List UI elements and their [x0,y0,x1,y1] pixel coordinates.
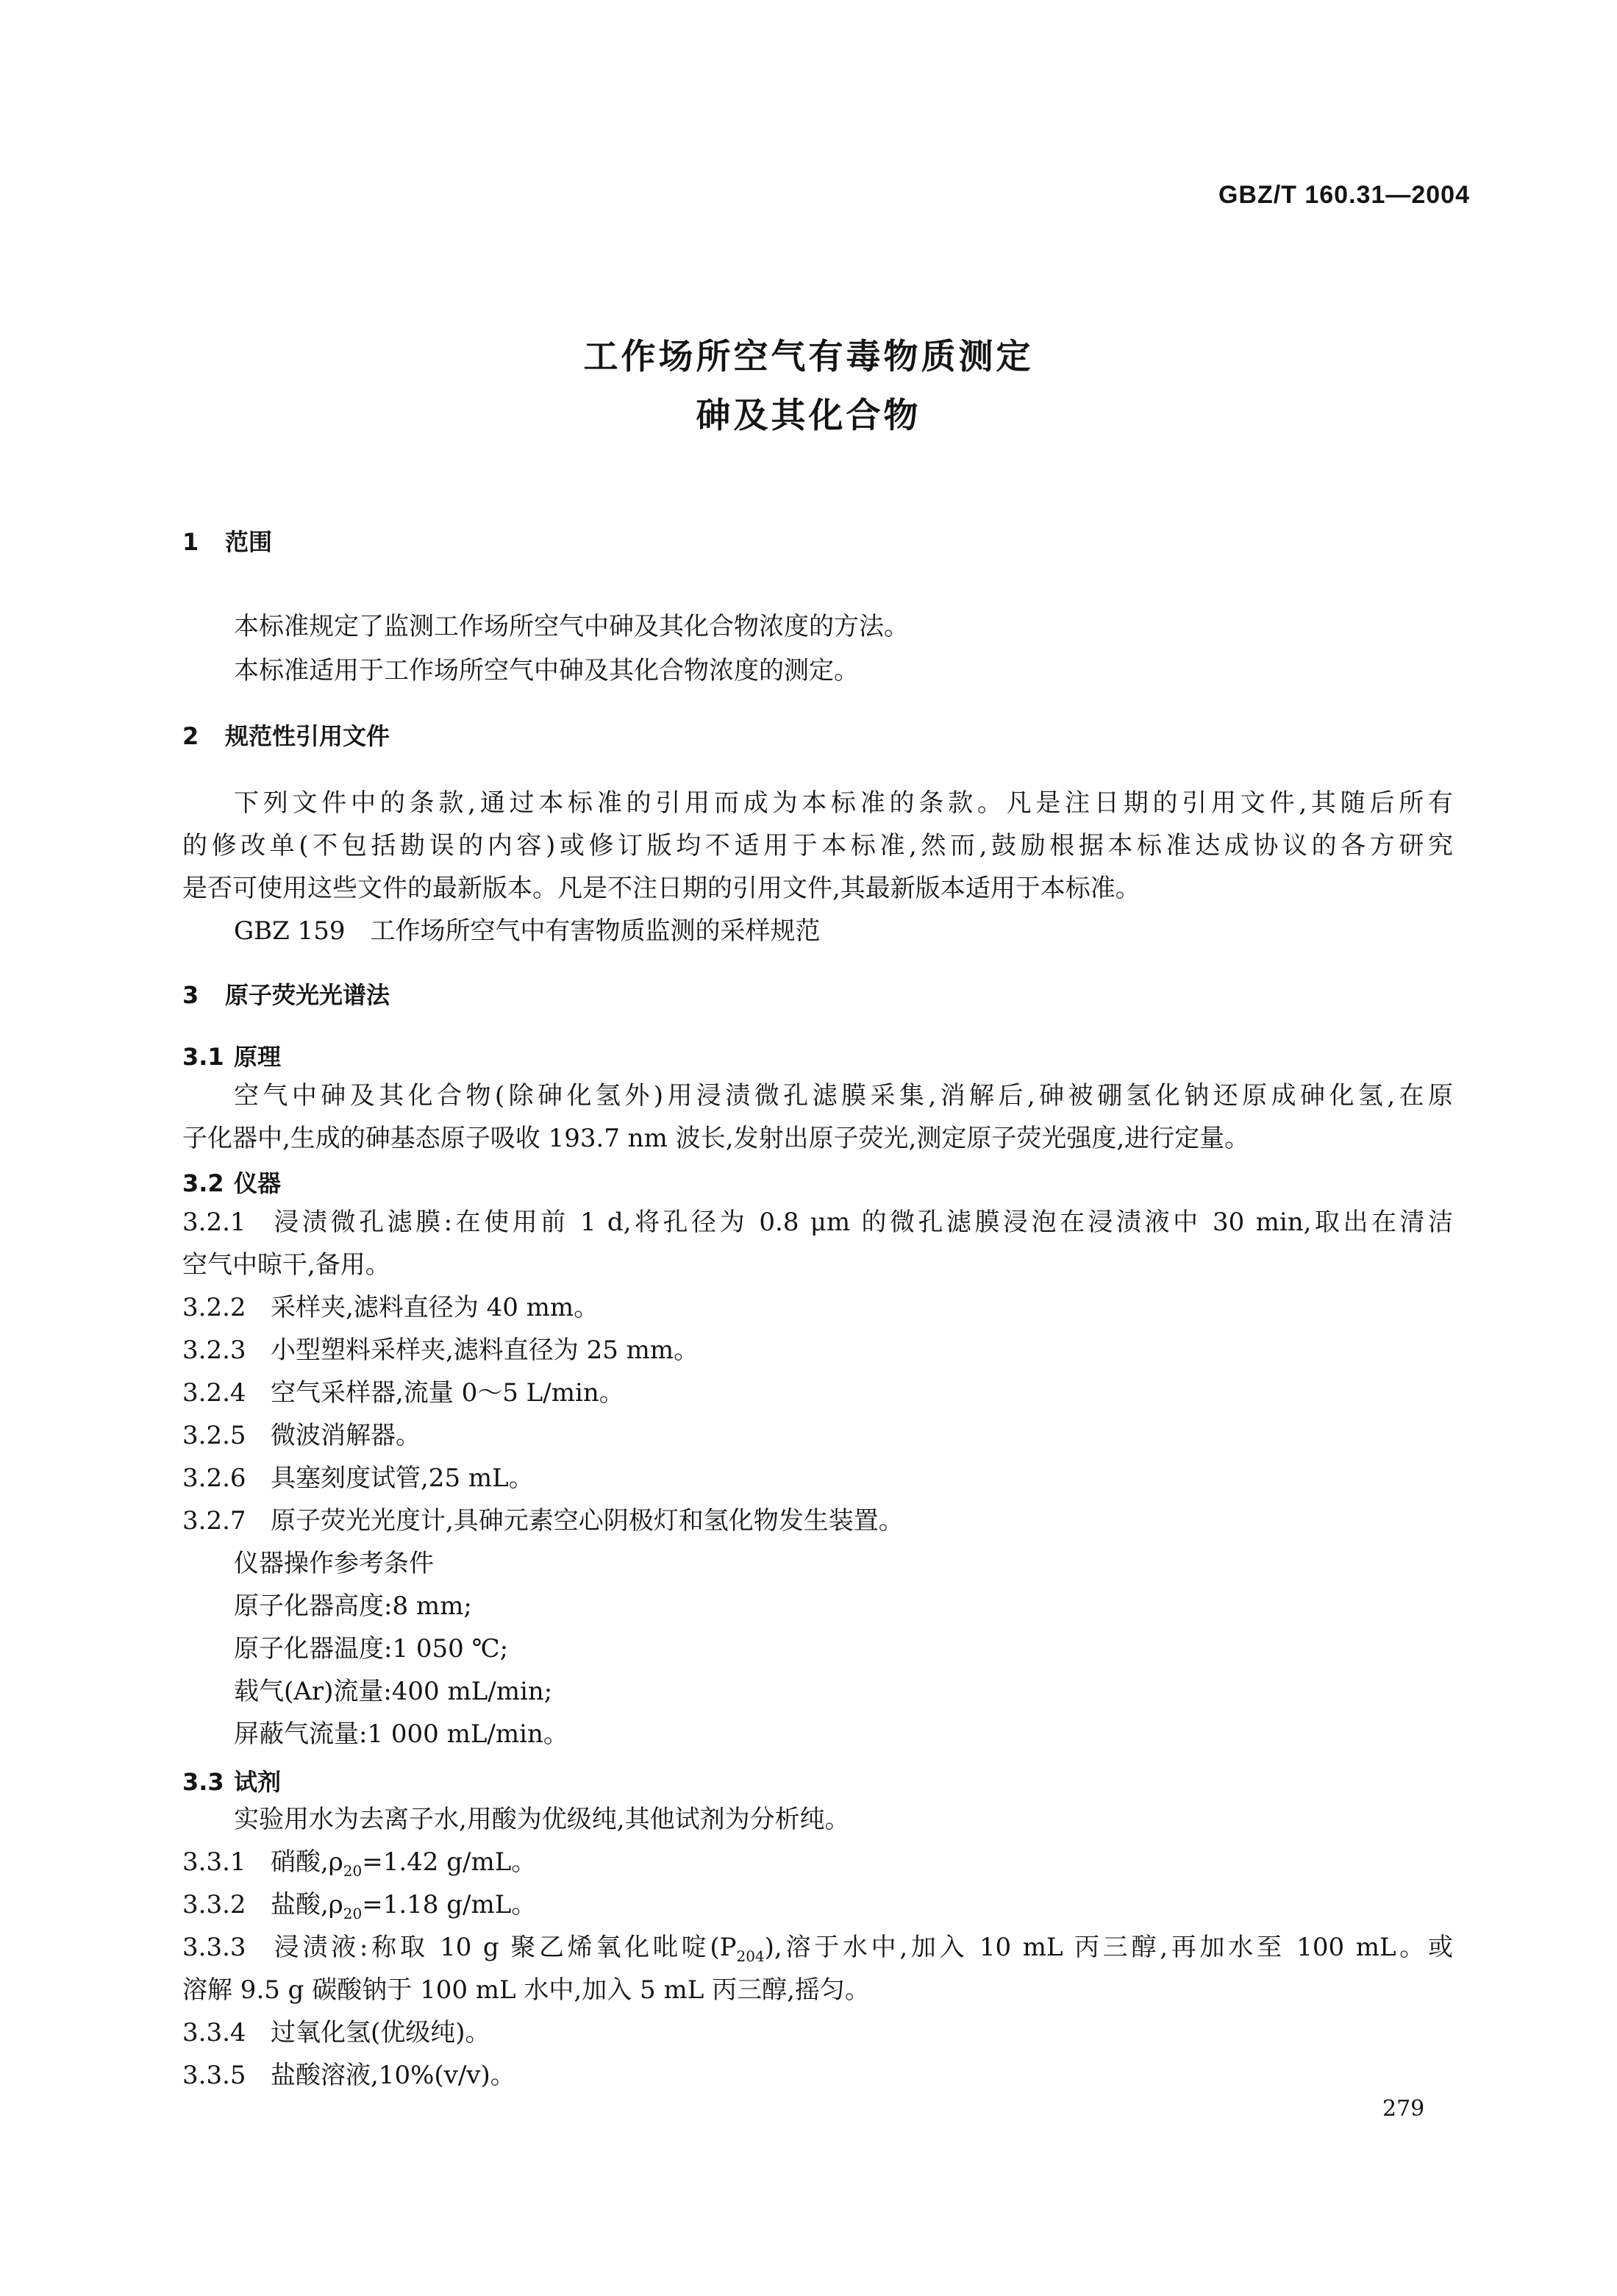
clause-text: ),溶于水中,加入 10 mL 丙三醇,再加水至 100 mL。或 [764,1933,1453,1962]
clause-3-2-6 [182,1462,534,1494]
subsection-title: 试剂 [234,1768,282,1796]
clause-text: 盐酸,ρ [271,1890,343,1919]
condition-line: 载气(Ar)流量:400 mL/min; [234,1677,553,1706]
clause-number: 3.2.3 [182,1336,246,1365]
clause-3-3-1 [182,1846,536,1878]
subsection-3-1-heading [182,1038,281,1072]
clause-3-2-5 [182,1419,421,1452]
paragraph-line: 子化器中,生成的砷基态原子吸收 193.7 nm 波长,发射出原子荧光,测定原子荧光强度,进行定量。 [182,1124,1250,1153]
condition-line: 屏蔽气流量:1 000 mL/min。 [234,1719,568,1749]
section-title: 范围 [225,528,273,556]
clause-text: 过氧化氢(优级纯)。 [271,2018,490,2047]
clause-text: 浸渍液:称取 10 g 聚乙烯氧化吡啶(P [271,1933,737,1962]
section-number: 1 [182,528,199,556]
clause-number: 3.2.7 [182,1506,246,1536]
subscript: 20 [343,1861,363,1880]
clause-text: 采样夹,滤料直径为 40 mm。 [271,1293,599,1322]
section-1-heading [182,524,272,557]
clause-3-3-5 [182,2059,515,2092]
paragraph-line: 空气中砷及其化合物(除砷化氢外)用浸渍微孔滤膜采集,消解后,砷被硼氢化钠还原成砷化氢,在原 [234,1081,1453,1110]
clause-number: 3.2.6 [182,1463,246,1493]
subsection-number: 3.1 [182,1043,224,1071]
paragraph-line: 的修改单(不包括勘误的内容)或修订版均不适用于本标准,然而,鼓励根据本标准达成协议的各方研究 [182,831,1453,860]
paragraph: 本标准适用于工作场所空气中砷及其化合物浓度的测定。 [234,656,859,685]
clause-text: 盐酸溶液,10%(v/v)。 [271,2061,515,2090]
subscript: 204 [736,1947,765,1965]
paragraph-line: 下列文件中的条款,通过本标准的引用而成为本标准的条款。凡是注日期的引用文件,其随后所有 [234,788,1453,818]
section-title: 原子荧光光谱法 [225,981,390,1009]
clause-text: =1.42 g/mL。 [362,1847,537,1877]
clause-3-3-2 [182,1889,536,1921]
clause-3-2-7 [182,1505,904,1537]
clause-text: =1.18 g/mL。 [362,1890,537,1919]
standard-code: GBZ/T 160.31—2004 [1218,181,1470,209]
paragraph-line: 空气中晾干,备用。 [182,1250,390,1280]
section-title: 规范性引用文件 [225,722,390,750]
section-number: 2 [182,722,199,750]
subscript: 20 [343,1904,363,1922]
paragraph: 本标准规定了监测工作场所空气中砷及其化合物浓度的方法。 [234,612,909,641]
clause-3-2-3 [182,1334,699,1366]
condition-line: 原子化器温度:1 050 ℃; [234,1634,509,1664]
clause-3-2-4 [182,1377,624,1409]
section-2-heading [182,718,390,752]
clause-text: 微波消解器。 [271,1421,421,1450]
clause-number: 3.3.4 [182,2018,246,2047]
clause-number: 3.2.1 [182,1208,246,1237]
clause-3-2-1 [182,1206,1453,1238]
subsection-3-2-heading [182,1165,281,1199]
clause-text: 硝酸,ρ [271,1847,343,1877]
clause-number: 3.3.3 [182,1933,246,1962]
clause-text: 小型塑料采样夹,滤料直径为 25 mm。 [271,1336,699,1365]
subsection-number: 3.2 [182,1169,224,1197]
clause-text: 空气采样器,流量 0～5 L/min。 [271,1378,624,1408]
clause-text: 原子荧光光度计,具砷元素空心阴极灯和氢化物发生装置。 [271,1506,904,1536]
document-title: 工作场所空气有毒物质测定 [583,337,1034,377]
clause-number: 3.3.2 [182,1890,246,1919]
paragraph-line: 是否可使用这些文件的最新版本。凡是不注日期的引用文件,其最新版本适用于本标准。 [182,874,1141,903]
clause-text: 浸渍微孔滤膜:在使用前 1 d,将孔径为 0.8 μm 的微孔滤膜浸泡在浸渍液中 30 min,取出在清洁 [271,1208,1453,1237]
page-number: 279 [1382,2096,1425,2122]
condition-line: 原子化器高度:8 mm; [234,1591,472,1621]
document-subtitle: 砷及其化合物 [696,396,921,436]
conditions-title: 仪器操作参考条件 [234,1549,434,1578]
clause-3-2-2 [182,1291,599,1324]
clause-3-3-4 [182,2017,490,2049]
clause-number: 3.2.5 [182,1421,246,1450]
subsection-3-3-heading [182,1764,281,1797]
clause-number: 3.3.5 [182,2061,246,2090]
paragraph-line: 溶解 9.5 g 碳酸钠于 100 mL 水中,加入 5 mL 丙三醇,摇匀。 [182,1975,870,2005]
section-3-heading [182,977,390,1010]
clause-text: 具塞刻度试管,25 mL。 [271,1463,534,1493]
section-number: 3 [182,981,199,1009]
paragraph: 实验用水为去离子水,用酸为优级纯,其他试剂为分析纯。 [234,1805,850,1834]
normative-reference: GBZ 159 工作场所空气中有害物质监测的采样规范 [234,916,821,946]
subsection-title: 仪器 [234,1169,282,1197]
clause-number: 3.2.2 [182,1293,246,1322]
subsection-title: 原理 [234,1043,282,1071]
clause-number: 3.2.4 [182,1378,246,1408]
clause-3-3-3 [182,1931,1453,1964]
clause-number: 3.3.1 [182,1847,246,1877]
subsection-number: 3.3 [182,1768,224,1796]
